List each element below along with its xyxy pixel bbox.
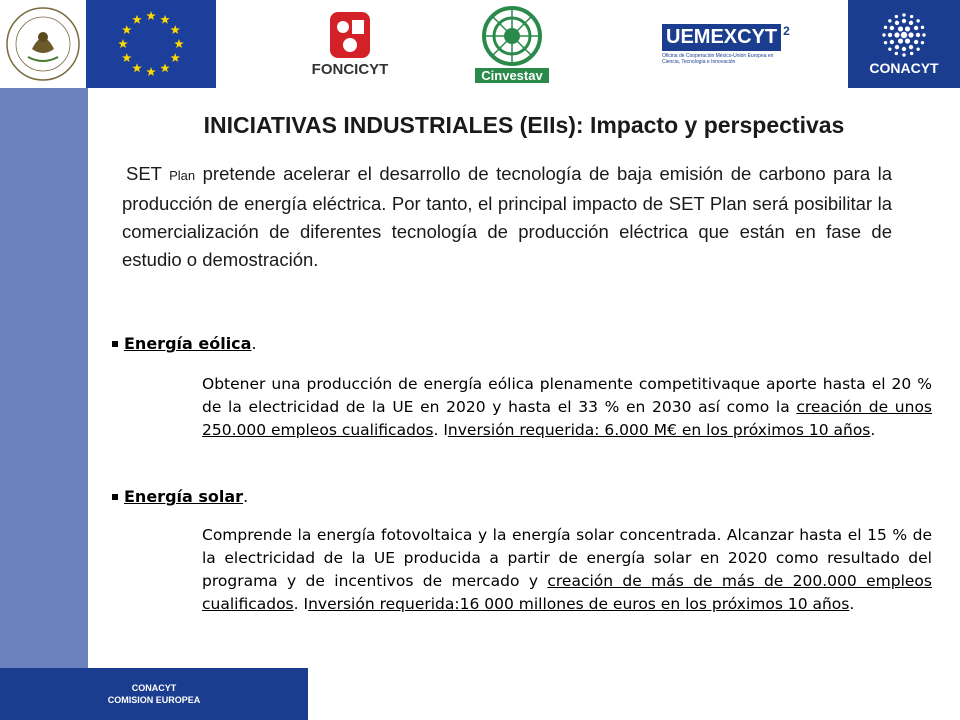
cinvestav-wordmark: Cinvestav [475, 68, 548, 83]
para-text: Comprende la energía fotovoltaica y la energía solar concentrada. Alcanzar hasta el 15 % de la electricidad de la UE producida a partir de energía solar en 2020 como resultado del programa y de incentivos de mercado y [202, 526, 932, 590]
section-heading-end: . [251, 334, 257, 353]
foncicyt-logo [300, 0, 400, 88]
footer-bar [0, 668, 308, 720]
conacyt-dot-icon [895, 45, 899, 49]
mexico-seal-logo [0, 0, 87, 88]
conacyt-dot-icon [895, 52, 898, 55]
conacyt-dot-icon [921, 41, 924, 44]
conacyt-dot-icon [884, 26, 887, 29]
conacyt-logo [848, 0, 960, 88]
conacyt-dot-icon [905, 38, 910, 43]
eu-star-icon [122, 25, 132, 34]
conacyt-dot-icon [888, 19, 891, 22]
footer-line-1: CONACYT [131, 683, 177, 693]
eu-star-icon [170, 53, 180, 62]
conacyt-dot-icon [916, 33, 920, 37]
conacyt-dot-icon [888, 33, 892, 37]
slide-title: INICIATIVAS INDUSTRIALES (EIIs): Impacto y perspectivas [203, 112, 845, 138]
conacyt-dot-icon [916, 47, 919, 50]
conacyt-dot-icon [901, 32, 907, 38]
conacyt-dot-icon [890, 26, 894, 30]
foncicyt-wordmark: FONCICYT [311, 61, 389, 78]
conacyt-dot-icon [914, 26, 918, 30]
conacyt-dot-icon [898, 38, 903, 43]
intro-plan: Plan [169, 168, 196, 183]
section-heading-eolica [110, 334, 257, 353]
conacyt-dot-icon [898, 26, 903, 31]
eu-star-icon [146, 11, 156, 20]
intro-body: pretende acelerar el desarrollo de tecnología de baja emisión de carbono para la producción de energía eléctrica. Por tanto, el principal impacto de SET Plan será posibilitar la comercialización de diferentes tecnología de producción eléctrica que están en fase de estudio o demostración. [122, 163, 892, 270]
conacyt-dot-icon [910, 15, 913, 18]
conacyt-dot-icon [922, 33, 925, 36]
conacyt-dot-icon [882, 33, 885, 36]
conacyt-dot-icon [890, 40, 894, 44]
uemexcyt-subtitle: Oficina de Cooperación México-Unión Europea en Ciencia, Tecnología e Innovación [662, 52, 774, 65]
conacyt-dot-icon [902, 53, 905, 56]
conacyt-dot-icon [902, 19, 906, 23]
conacyt-dot-icon [908, 32, 913, 37]
conacyt-dot-icon [921, 26, 924, 29]
section-paragraph-eolica [202, 373, 932, 442]
eu-flag-logo [86, 0, 216, 88]
conacyt-dot-icon [910, 52, 913, 55]
conacyt-dot-icon [888, 47, 891, 50]
conacyt-dot-icon [909, 21, 913, 25]
para-text: . I [433, 421, 448, 439]
section-heading-label: Energía solar [124, 487, 244, 506]
intro-set: SET [126, 163, 170, 184]
conacyt-dot-icon [894, 32, 899, 37]
cinvestav-logo [462, 0, 562, 88]
section-paragraph-solar [202, 524, 932, 616]
conacyt-dot-icon [914, 40, 918, 44]
uemexcyt-wordmark: UEMEXCYT [662, 24, 781, 51]
conacyt-dot-icon [895, 15, 898, 18]
para-underlined: creación de unos 250.000 empleos cualificados [202, 398, 932, 439]
conacyt-dot-icon [916, 19, 919, 22]
bullet-square-icon [112, 494, 118, 500]
conacyt-dot-icon [902, 13, 905, 16]
logo-bar [0, 0, 960, 88]
eu-star-icon [170, 25, 180, 34]
eu-star-icon [132, 15, 142, 24]
intro-paragraph [122, 160, 892, 274]
eu-star-icon [160, 63, 170, 72]
eu-star-icon [132, 63, 142, 72]
uemexcyt-logo [662, 0, 790, 88]
conacyt-dot-icon [909, 45, 913, 49]
eu-star-icon [118, 39, 128, 48]
eu-star-icon [174, 39, 184, 48]
eu-star-icon [122, 53, 132, 62]
para-underlined: nversión requerida:16 000 millones de euros en los próximos 10 años [308, 595, 850, 613]
para-underlined: creación de más de más de 200.000 empleos cualificados [202, 572, 932, 613]
eu-star-icon [160, 15, 170, 24]
section-heading-end: . [243, 487, 249, 506]
bullet-square-icon [112, 341, 118, 347]
conacyt-dot-icon [895, 21, 899, 25]
para-text: . [870, 421, 876, 439]
conacyt-dot-icon [884, 41, 887, 44]
section-heading-solar [110, 487, 248, 506]
para-text: Obtener una producción de energía eólica plenamente competitivaque aporte hasta el 20 % de la electricidad de la UE en 2020 y hasta el 33 % en 2030 así como la [202, 375, 932, 416]
para-text: . I [293, 595, 309, 613]
para-underlined: nversión requerida: 6.000 M€ en los próximos 10 años [447, 421, 871, 439]
conacyt-dot-icon [905, 26, 910, 31]
left-band [0, 88, 88, 668]
uemexcyt-superscript: 2 [783, 23, 790, 38]
para-text: . [849, 595, 855, 613]
section-heading-label: Energía eólica [124, 334, 252, 353]
eu-star-icon [146, 67, 156, 76]
conacyt-dot-icon [902, 47, 906, 51]
conacyt-wordmark: CONACYT [869, 60, 939, 76]
footer-line-2: COMISION EUROPEA [107, 695, 201, 705]
